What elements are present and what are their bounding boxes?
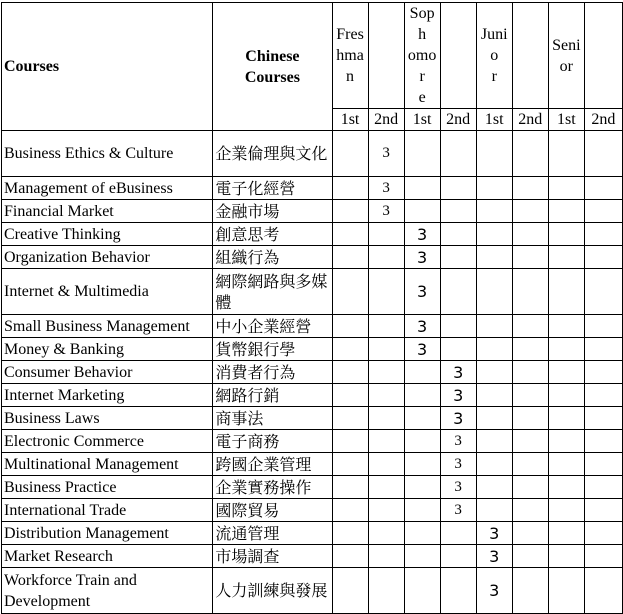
semester-cell <box>368 499 404 522</box>
year-label-line: Fres <box>336 26 364 43</box>
semester-cell <box>512 407 548 430</box>
course-english-name: Market Research <box>2 545 213 568</box>
semester-cell <box>512 338 548 361</box>
semester-cell <box>332 246 368 269</box>
course-chinese-name: 網路行銷 <box>213 384 332 407</box>
semester-cell <box>476 476 512 499</box>
chinese-header-line2: Courses <box>244 68 300 86</box>
semester-cell <box>584 177 622 200</box>
credit-mark: 3 <box>404 269 440 315</box>
table-row <box>2 568 623 614</box>
semester-cell <box>584 476 622 499</box>
semester-cell <box>548 499 584 522</box>
year-label-line: Seni <box>552 36 581 54</box>
year-label-line: omor <box>407 47 437 85</box>
semester-cell <box>368 476 404 499</box>
course-chinese-name: 金融市場 <box>213 200 332 223</box>
course-rows <box>2 131 623 614</box>
semester-cell <box>440 177 476 200</box>
year-label-line: hma <box>336 47 364 64</box>
semester-cell <box>548 522 584 545</box>
course-chinese-name: 企業實務操作 <box>213 476 332 499</box>
year-junior <box>476 3 512 109</box>
semester-cell <box>404 361 440 384</box>
table-row <box>2 200 623 223</box>
table-row <box>2 315 623 338</box>
semester-header: 1st <box>404 109 440 131</box>
semester-header: 1st <box>476 109 512 131</box>
chinese-courses-header <box>213 3 332 131</box>
course-chinese-name: 電子化經營 <box>213 177 332 200</box>
semester-cell <box>548 384 584 407</box>
course-english-name: Business Laws <box>2 407 213 430</box>
credit-mark: 3 <box>476 568 512 614</box>
credit-mark: 3 <box>440 407 476 430</box>
semester-cell <box>368 338 404 361</box>
semester-cell <box>332 338 368 361</box>
semester-cell <box>548 476 584 499</box>
semester-cell <box>440 131 476 177</box>
course-chinese-name: 貨幣銀行學 <box>213 338 332 361</box>
credit-mark: 3 <box>440 384 476 407</box>
course-english-name: Internet & Multimedia <box>2 269 213 315</box>
semester-cell <box>404 407 440 430</box>
semester-cell <box>584 315 622 338</box>
semester-cell <box>512 177 548 200</box>
semester-cell <box>332 269 368 315</box>
semester-cell <box>404 200 440 223</box>
year-label-line: n <box>346 68 355 85</box>
curriculum-table <box>1 2 623 614</box>
course-chinese-name: 企業倫理與文化 <box>213 131 332 177</box>
course-english-name: Business Ethics & Culture <box>2 131 213 177</box>
semester-cell <box>440 223 476 246</box>
course-chinese-name: 中小企業經營 <box>213 315 332 338</box>
course-english-name: Multinational Management <box>2 453 213 476</box>
semester-cell <box>512 499 548 522</box>
course-english-name: Creative Thinking <box>2 223 213 246</box>
semester-cell <box>584 338 622 361</box>
credit-mark: 3 <box>440 453 476 476</box>
semester-cell <box>512 384 548 407</box>
semester-cell <box>584 568 622 614</box>
table-row <box>2 361 623 384</box>
course-english-name: Management of eBusiness <box>2 177 213 200</box>
semester-header: 2nd <box>368 109 404 131</box>
semester-cell <box>440 315 476 338</box>
semester-cell <box>332 522 368 545</box>
semester-cell <box>584 384 622 407</box>
semester-cell <box>476 315 512 338</box>
semester-cell <box>548 200 584 223</box>
semester-cell <box>332 453 368 476</box>
course-chinese-name: 流通管理 <box>213 522 332 545</box>
semester-cell <box>404 453 440 476</box>
year-label-line: r <box>491 68 497 85</box>
semester-cell <box>476 361 512 384</box>
semester-cell <box>548 407 584 430</box>
semester-cell <box>440 545 476 568</box>
semester-cell <box>440 246 476 269</box>
semester-cell <box>512 131 548 177</box>
table-row <box>2 545 623 568</box>
credit-mark: 3 <box>476 545 512 568</box>
year-blank-2 <box>440 3 476 109</box>
year-freshman <box>332 3 368 109</box>
semester-cell <box>512 476 548 499</box>
semester-cell <box>368 545 404 568</box>
semester-cell <box>584 522 622 545</box>
semester-cell <box>440 568 476 614</box>
course-chinese-name: 消費者行為 <box>213 361 332 384</box>
year-blank-3 <box>512 3 548 109</box>
year-sophomore <box>404 3 440 109</box>
semester-cell <box>476 384 512 407</box>
semester-cell <box>584 499 622 522</box>
semester-cell <box>584 453 622 476</box>
credit-mark: 3 <box>404 315 440 338</box>
semester-cell <box>332 499 368 522</box>
table-row <box>2 384 623 407</box>
year-label-line: Junio <box>480 26 508 64</box>
semester-cell <box>476 430 512 453</box>
semester-cell <box>512 545 548 568</box>
semester-cell <box>368 246 404 269</box>
semester-cell <box>548 361 584 384</box>
year-senior <box>548 3 584 109</box>
course-english-name: Consumer Behavior <box>2 361 213 384</box>
semester-cell <box>368 223 404 246</box>
credit-mark: 3 <box>440 430 476 453</box>
semester-cell <box>332 476 368 499</box>
semester-header: 2nd <box>440 109 476 131</box>
credit-mark: 3 <box>404 223 440 246</box>
semester-cell <box>548 430 584 453</box>
semester-cell <box>476 269 512 315</box>
semester-cell <box>368 407 404 430</box>
semester-cell <box>404 476 440 499</box>
semester-cell <box>476 407 512 430</box>
semester-cell <box>368 269 404 315</box>
course-chinese-name: 商事法 <box>213 407 332 430</box>
semester-cell <box>332 568 368 614</box>
semester-cell <box>404 522 440 545</box>
semester-cell <box>584 361 622 384</box>
semester-cell <box>476 246 512 269</box>
credit-mark: 3 <box>440 476 476 499</box>
credit-mark: 3 <box>368 131 404 177</box>
table-row <box>2 246 623 269</box>
semester-cell <box>476 200 512 223</box>
semester-cell <box>584 269 622 315</box>
semester-cell <box>512 200 548 223</box>
semester-cell <box>332 200 368 223</box>
semester-cell <box>404 545 440 568</box>
table-row <box>2 223 623 246</box>
course-chinese-name: 電子商務 <box>213 430 332 453</box>
semester-cell <box>512 315 548 338</box>
table-row <box>2 522 623 545</box>
year-blank-4 <box>584 3 622 109</box>
semester-cell <box>368 568 404 614</box>
credit-mark: 3 <box>368 200 404 223</box>
credit-mark: 3 <box>440 499 476 522</box>
semester-cell <box>368 453 404 476</box>
credit-mark: 3 <box>368 177 404 200</box>
semester-cell <box>368 361 404 384</box>
semester-cell <box>332 361 368 384</box>
semester-cell <box>512 453 548 476</box>
semester-header: 2nd <box>512 109 548 131</box>
semester-cell <box>332 131 368 177</box>
semester-cell <box>404 430 440 453</box>
semester-cell <box>404 499 440 522</box>
table-row <box>2 453 623 476</box>
semester-cell <box>584 200 622 223</box>
semester-cell <box>584 545 622 568</box>
semester-cell <box>512 269 548 315</box>
semester-cell <box>548 338 584 361</box>
semester-cell <box>512 223 548 246</box>
semester-cell <box>584 223 622 246</box>
course-english-name: Money & Banking <box>2 338 213 361</box>
semester-cell <box>332 384 368 407</box>
semester-cell <box>476 499 512 522</box>
table-row <box>2 499 623 522</box>
year-label-line: Soph <box>409 5 435 43</box>
table-row <box>2 177 623 200</box>
semester-cell <box>584 407 622 430</box>
course-chinese-name: 人力訓練與發展 <box>213 568 332 614</box>
course-english-name: Financial Market <box>2 200 213 223</box>
semester-cell <box>548 246 584 269</box>
semester-cell <box>584 430 622 453</box>
course-english-name: Business Practice <box>2 476 213 499</box>
header-row <box>2 3 623 109</box>
year-label-line: or <box>559 57 573 75</box>
semester-cell <box>512 361 548 384</box>
semester-cell <box>512 522 548 545</box>
semester-cell <box>512 246 548 269</box>
chinese-header-line1: Chinese <box>245 47 300 65</box>
table-row <box>2 338 623 361</box>
table-row <box>2 131 623 177</box>
semester-header: 1st <box>332 109 368 131</box>
semester-header: 1st <box>548 109 584 131</box>
semester-cell <box>404 131 440 177</box>
semester-cell <box>584 246 622 269</box>
semester-cell <box>476 453 512 476</box>
course-english-name: Distribution Management <box>2 522 213 545</box>
semester-cell <box>332 315 368 338</box>
semester-cell <box>548 453 584 476</box>
credit-mark: 3 <box>404 338 440 361</box>
course-chinese-name: 國際貿易 <box>213 499 332 522</box>
semester-cell <box>332 545 368 568</box>
course-english-name: International Trade <box>2 499 213 522</box>
course-chinese-name: 市場調查 <box>213 545 332 568</box>
semester-cell <box>440 522 476 545</box>
semester-cell <box>584 131 622 177</box>
table-row <box>2 407 623 430</box>
semester-cell <box>404 384 440 407</box>
semester-cell <box>332 177 368 200</box>
courses-header: Courses <box>2 3 213 131</box>
semester-cell <box>548 315 584 338</box>
course-chinese-name: 組織行為 <box>213 246 332 269</box>
semester-cell <box>512 430 548 453</box>
semester-cell <box>548 269 584 315</box>
semester-cell <box>368 522 404 545</box>
semester-cell <box>368 315 404 338</box>
credit-mark: 3 <box>440 361 476 384</box>
course-chinese-name: 跨國企業管理 <box>213 453 332 476</box>
semester-cell <box>368 384 404 407</box>
course-english-name: Internet Marketing <box>2 384 213 407</box>
semester-cell <box>548 568 584 614</box>
credit-mark: 3 <box>404 246 440 269</box>
semester-cell <box>332 223 368 246</box>
semester-cell <box>548 177 584 200</box>
semester-cell <box>440 200 476 223</box>
table-row <box>2 430 623 453</box>
semester-cell <box>548 545 584 568</box>
year-blank-1 <box>368 3 404 109</box>
semester-cell <box>404 177 440 200</box>
course-english-name: Workforce Train and Development <box>2 568 213 614</box>
semester-cell <box>476 338 512 361</box>
credit-mark: 3 <box>476 522 512 545</box>
semester-cell <box>548 223 584 246</box>
semester-header: 2nd <box>584 109 622 131</box>
semester-cell <box>548 131 584 177</box>
semester-cell <box>332 430 368 453</box>
course-chinese-name: 網際網路與多媒體 <box>213 269 332 315</box>
semester-cell <box>440 338 476 361</box>
semester-cell <box>476 177 512 200</box>
semester-cell <box>404 568 440 614</box>
table-row <box>2 476 623 499</box>
course-english-name: Small Business Management <box>2 315 213 338</box>
semester-cell <box>476 131 512 177</box>
semester-cell <box>476 223 512 246</box>
course-chinese-name: 創意思考 <box>213 223 332 246</box>
course-english-name: Electronic Commerce <box>2 430 213 453</box>
semester-cell <box>440 269 476 315</box>
semester-cell <box>332 407 368 430</box>
year-label-line: e <box>418 89 426 106</box>
table-row <box>2 269 623 315</box>
semester-cell <box>368 430 404 453</box>
course-english-name: Organization Behavior <box>2 246 213 269</box>
semester-cell <box>512 568 548 614</box>
